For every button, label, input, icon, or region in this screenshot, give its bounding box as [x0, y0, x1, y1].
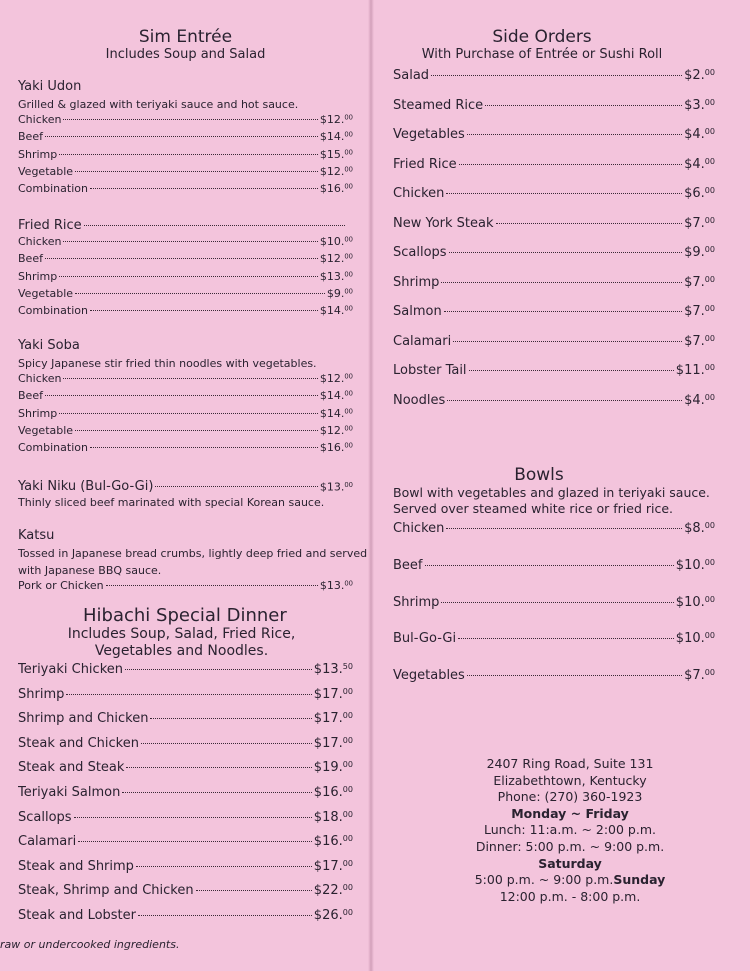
dot-leader: [84, 225, 345, 226]
menu-row: [393, 98, 715, 128]
menu-row: [393, 245, 715, 275]
item-label: Salad: [393, 68, 430, 84]
menu-row: [18, 711, 353, 736]
item-label: Shrimp: [18, 269, 58, 283]
phone-number: Phone: (270) 360-1923: [497, 789, 643, 805]
dot-leader: [45, 136, 318, 137]
katsu-desc-line1: Tossed in Japanese bread crumbs, lightly deep fried and served: [18, 547, 368, 560]
hibachi-title: Hibachi Special Dinner: [83, 605, 287, 626]
item-label: Beef: [18, 130, 43, 144]
menu-row: [18, 476, 353, 494]
item-label: Chicken: [18, 235, 62, 248]
menu-row: [393, 595, 715, 632]
item-label: Bul-Go-Gi: [393, 631, 457, 647]
item-price: $4.00: [684, 156, 715, 172]
item-label: Steamed Rice: [393, 97, 484, 113]
item-price: $7.00: [684, 274, 715, 290]
item-label: Chicken: [393, 521, 445, 537]
item-price: $9.00: [326, 286, 353, 300]
yaki-soba-desc: Spicy Japanese stir fried thin noodles with vegetables.: [18, 357, 317, 370]
menu-row: [18, 687, 353, 712]
dot-leader: [444, 311, 682, 312]
item-label: Steak and Lobster: [18, 907, 136, 923]
dot-leader: [90, 310, 318, 311]
dot-leader: [78, 841, 312, 842]
fried-rice-heading: [18, 217, 353, 235]
address-line1: 2407 Ring Road, Suite 131: [486, 756, 654, 771]
dot-leader: [63, 119, 317, 120]
center-fold: [368, 0, 374, 971]
dot-leader: [45, 395, 318, 396]
sunday-heading: Sunday: [613, 872, 666, 888]
menu-row: [18, 304, 353, 321]
menu-row: [18, 287, 353, 304]
menu-row: [18, 407, 353, 424]
item-label: Calamari: [393, 333, 452, 349]
item-price: $17.00: [313, 735, 353, 751]
yaki-udon-section: [18, 78, 353, 199]
dot-leader: [66, 694, 311, 695]
katsu-section: [18, 527, 368, 596]
item-label: Scallops: [393, 245, 447, 261]
item-price: $7.00: [684, 304, 715, 320]
dot-leader: [155, 486, 317, 487]
menu-row: [393, 558, 715, 595]
item-price: $16.00: [319, 182, 353, 196]
item-price: $4.00: [684, 127, 715, 143]
item-price: $10.00: [675, 557, 715, 573]
yaki-niku-desc: Thinly sliced beef marinated with special Korean sauce.: [18, 496, 325, 509]
item-label: Shrimp: [18, 147, 58, 161]
restaurant-info: [440, 756, 700, 905]
menu-row: [393, 304, 715, 334]
item-price: $4.00: [684, 392, 715, 408]
dot-leader: [141, 743, 312, 744]
dot-leader: [125, 669, 312, 670]
dot-leader: [441, 602, 673, 603]
menu-row: [18, 859, 353, 884]
item-label: Shrimp: [393, 594, 440, 610]
menu-row: [18, 834, 353, 859]
item-price: $16.00: [313, 834, 353, 850]
menu-row: [18, 389, 353, 406]
dot-leader: [485, 105, 682, 106]
menu-row: [393, 334, 715, 364]
menu-row: [393, 68, 715, 98]
bowls-desc-line1: Bowl with vegetables and glazed in teriyaki sauce.: [393, 485, 710, 500]
dot-leader: [469, 370, 674, 371]
saturday-sunday-line: [440, 872, 700, 889]
item-label: Chicken: [18, 113, 62, 126]
item-price: $19.00: [313, 760, 353, 776]
dot-leader: [459, 164, 682, 165]
dot-leader: [59, 413, 318, 414]
menu-row: [18, 883, 353, 908]
dot-leader: [63, 378, 317, 379]
item-price: $3.00: [684, 97, 715, 113]
yaki-udon-list: [18, 113, 353, 199]
address-line2: Elizabethtown, Kentucky: [493, 772, 647, 788]
menu-row: [18, 235, 353, 252]
menu-row: [393, 127, 715, 157]
dot-leader: [441, 282, 682, 283]
katsu-list: [18, 579, 353, 596]
item-label: Fried Rice: [393, 156, 457, 172]
item-label: Noodles: [393, 392, 446, 408]
item-label: Chicken: [393, 186, 445, 202]
katsu-name: Katsu: [18, 528, 55, 543]
dot-leader: [63, 241, 317, 242]
dot-leader: [75, 430, 318, 431]
item-price: $13.00: [319, 579, 353, 592]
yaki-niku-section: [18, 476, 353, 511]
yaki-udon-name: Yaki Udon: [18, 79, 82, 94]
weekday-heading: Monday ~ Friday: [511, 805, 629, 821]
item-price: $6.00: [684, 186, 715, 202]
item-label: Vegetable: [18, 423, 74, 437]
dot-leader: [75, 293, 325, 294]
item-label: Combination: [18, 441, 88, 455]
item-label: Vegetable: [18, 286, 74, 300]
item-price: $17.00: [313, 686, 353, 702]
dot-leader: [59, 154, 318, 155]
menu-row: [18, 270, 353, 287]
item-price: $13.50: [313, 662, 353, 678]
menu-row: [393, 186, 715, 216]
item-label: Shrimp: [18, 686, 65, 702]
item-price: $8.00: [684, 521, 715, 537]
side-orders-list: [393, 68, 715, 422]
menu-row: [18, 165, 353, 182]
item-label: Combination: [18, 304, 88, 318]
item-label: Shrimp and Chicken: [18, 711, 149, 727]
yaki-soba-name: Yaki Soba: [18, 338, 80, 353]
item-label: Beef: [18, 389, 43, 403]
item-price: $14.00: [319, 406, 353, 420]
menu-row: [393, 521, 715, 558]
yaki-soba-list: [18, 372, 353, 458]
hibachi-section: [18, 606, 353, 660]
item-price: $18.00: [313, 809, 353, 825]
fried-rice-list: [18, 235, 353, 321]
item-label: Steak and Chicken: [18, 735, 139, 751]
katsu-desc-line2: with Japanese BBQ sauce.: [18, 564, 162, 577]
dot-leader: [449, 252, 682, 253]
menu-row: [18, 130, 353, 147]
item-label: Vegetables: [393, 668, 465, 684]
dot-leader: [447, 400, 682, 401]
fried-rice-section: [18, 217, 353, 321]
item-price: $12.00: [319, 372, 353, 385]
item-price: $12.00: [319, 252, 353, 266]
item-label: Vegetable: [18, 164, 74, 178]
dot-leader: [126, 767, 311, 768]
item-price: $9.00: [684, 245, 715, 261]
item-label: New York Steak: [393, 215, 494, 231]
menu-row: [18, 424, 353, 441]
item-price: $10.00: [675, 631, 715, 647]
item-price: $16.00: [319, 441, 353, 455]
item-price: $17.00: [313, 858, 353, 874]
saturday-hours: 5:00 p.m. ~ 9:00 p.m.: [474, 872, 614, 888]
menu-row: [393, 363, 715, 393]
dot-leader: [150, 718, 311, 719]
item-price: $11.00: [675, 363, 715, 379]
menu-row: [18, 579, 353, 596]
item-price: $10.00: [675, 594, 715, 610]
item-label: Steak and Steak: [18, 760, 125, 776]
item-label: Lobster Tail: [393, 363, 467, 379]
dot-leader: [458, 638, 674, 639]
dot-leader: [425, 565, 674, 566]
item-price: $12.00: [319, 423, 353, 437]
lunch-hours: Lunch: 11:a.m. ~ 2:00 p.m.: [484, 822, 656, 838]
item-price: $12.00: [319, 164, 353, 178]
menu-row: [18, 736, 353, 761]
dot-leader: [467, 675, 682, 676]
item-price: $10.00: [319, 235, 353, 248]
dot-leader: [90, 447, 318, 448]
dot-leader: [75, 171, 318, 172]
item-price: $14.00: [319, 130, 353, 144]
menu-row: [393, 216, 715, 246]
menu-row: [18, 113, 353, 130]
menu-row: [393, 631, 715, 668]
item-price: $7.00: [684, 215, 715, 231]
menu-row: [18, 908, 353, 933]
saturday-heading: Saturday: [538, 855, 602, 871]
menu-row: [18, 785, 353, 810]
bowls-list: [393, 521, 715, 705]
dot-leader: [446, 193, 682, 194]
item-price: $7.00: [684, 333, 715, 349]
item-price: $13.00: [319, 269, 353, 283]
bowls-desc-line2: Served over steamed white rice or fried rice.: [393, 501, 673, 516]
dot-leader: [136, 866, 312, 867]
item-price: $16.00: [313, 784, 353, 800]
item-price: $14.00: [319, 389, 353, 403]
item-price: $14.00: [319, 304, 353, 318]
side-orders-title: Side Orders: [492, 27, 592, 47]
item-label: Teriyaki Chicken: [18, 662, 123, 678]
yaki-soba-section: [18, 337, 353, 458]
menu-row: [18, 148, 353, 165]
item-price: $12.00: [319, 113, 353, 126]
item-label: Shrimp: [18, 406, 58, 420]
dot-leader: [45, 258, 318, 259]
menu-row: [18, 252, 353, 269]
item-label: Chicken: [18, 372, 62, 385]
item-price: $7.00: [684, 668, 715, 684]
menu-row: [18, 810, 353, 835]
dinner-hours: Dinner: 5:00 p.m. ~ 9:00 p.m.: [475, 838, 665, 854]
hibachi-sub-line1: Includes Soup, Salad, Fried Rice,: [67, 626, 296, 642]
dot-leader: [431, 75, 682, 76]
item-label: Pork or Chicken: [18, 579, 104, 592]
item-label: Scallops: [18, 809, 72, 825]
item-label: Shrimp: [393, 274, 440, 290]
side-orders-subtitle: With Purchase of Entrée or Sushi Roll: [421, 47, 663, 62]
hibachi-sub-line2: Vegetables and Noodles.: [94, 643, 269, 659]
item-price: $22.00: [313, 883, 353, 899]
item-label: Steak, Shrimp and Chicken: [18, 883, 194, 899]
fried-rice-name: Fried Rice: [18, 218, 82, 233]
menu-row: [393, 275, 715, 305]
menu-row: [18, 372, 353, 389]
item-price: $2.00: [684, 68, 715, 84]
dot-leader: [196, 890, 312, 891]
item-label: Combination: [18, 182, 88, 196]
sim-entree-title: Sim Entrée: [138, 27, 233, 47]
item-label: Teriyaki Salmon: [18, 784, 121, 800]
dot-leader: [496, 223, 683, 224]
item-label: Steak and Shrimp: [18, 858, 134, 874]
yaki-udon-desc: Grilled & glazed with teriyaki sauce and hot sauce.: [18, 98, 299, 111]
sunday-hours: 12:00 p.m. - 8:00 p.m.: [499, 888, 641, 904]
dot-leader: [59, 276, 318, 277]
dot-leader: [138, 915, 312, 916]
dot-leader: [122, 792, 311, 793]
item-label: Calamari: [18, 834, 77, 850]
item-price: $13.00: [319, 480, 353, 494]
bowls-section: [393, 465, 715, 517]
dot-leader: [106, 585, 318, 586]
menu-row: [18, 662, 353, 687]
dot-leader: [453, 341, 682, 342]
item-price: $15.00: [319, 147, 353, 161]
footnote: raw or undercooked ingredients.: [0, 938, 180, 951]
menu-row: [18, 760, 353, 785]
menu-row: [393, 668, 715, 705]
sim-entree-subtitle: Includes Soup and Salad: [105, 47, 266, 62]
menu-row: [18, 182, 353, 199]
item-label: Beef: [393, 557, 423, 573]
item-label: Vegetables: [393, 127, 465, 143]
item-price: $17.00: [313, 711, 353, 727]
menu-row: [393, 393, 715, 423]
item-label: Beef: [18, 252, 43, 266]
dot-leader: [90, 188, 318, 189]
yaki-niku-name: Yaki Niku (Bul-Go-Gi): [18, 479, 154, 494]
bowls-title: Bowls: [514, 465, 564, 485]
hibachi-list: [18, 662, 353, 933]
item-price: $26.00: [313, 907, 353, 923]
menu-row: [393, 157, 715, 187]
item-label: Salmon: [393, 304, 442, 320]
dot-leader: [467, 134, 682, 135]
dot-leader: [446, 528, 682, 529]
dot-leader: [74, 817, 312, 818]
menu-row: [18, 441, 353, 458]
